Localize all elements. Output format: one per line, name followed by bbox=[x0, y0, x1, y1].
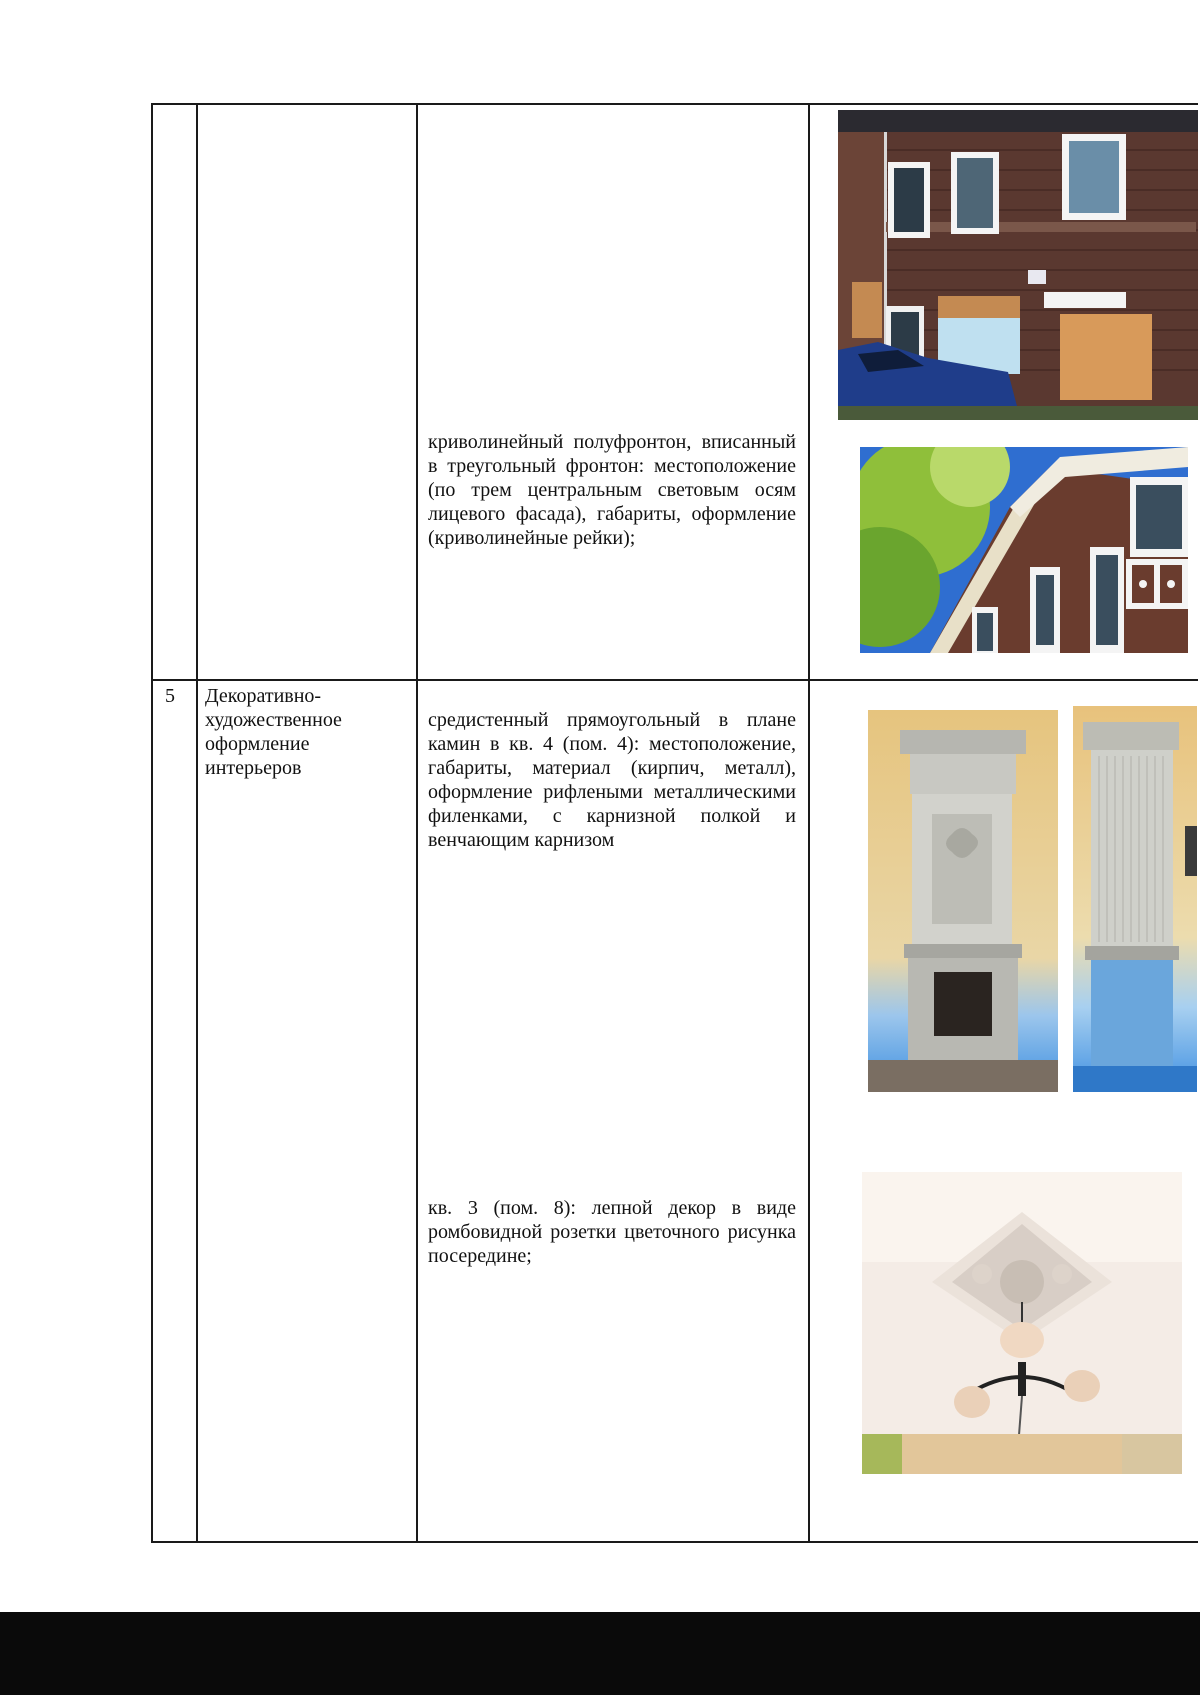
facade-photo bbox=[838, 110, 1198, 420]
gable-image bbox=[860, 447, 1188, 653]
ceiling-rosette-image bbox=[862, 1172, 1182, 1474]
scan-bottom-bar bbox=[0, 1612, 1200, 1695]
table-border-left bbox=[151, 103, 153, 1543]
ceiling-rosette-photo bbox=[862, 1172, 1182, 1474]
row-name: Декоративно-художественное оформление интерьеров bbox=[205, 685, 342, 779]
gable-photo bbox=[860, 447, 1188, 653]
table-border-top bbox=[152, 103, 1198, 105]
fireplace-description: средистенный прямоугольный в плане камин в кв. 4 (пом. 4): местоположение, габариты, материал (кирпич, металл), оформление рифлеными металлическими филенками, с карнизной полкой и венчающим карнизом bbox=[428, 709, 796, 851]
fireplace-photo-1 bbox=[868, 710, 1058, 1092]
fireplace-image-1 bbox=[868, 710, 1058, 1092]
table-col-divider-1 bbox=[196, 103, 198, 1543]
fireplace-image-2 bbox=[1073, 706, 1197, 1092]
row-number: 5 bbox=[165, 685, 175, 707]
fireplace-photo-2 bbox=[1073, 706, 1197, 1092]
ceiling-decor-description: кв. 3 (пом. 8): лепной декор в виде ромбовидной розетки цветочного рисунка посередине; bbox=[428, 1197, 796, 1267]
table-row-divider bbox=[152, 679, 1198, 681]
table-col-divider-2 bbox=[416, 103, 418, 1543]
row1-description: криволинейный полуфронтон, вписанный в треугольный фронтон: местоположение (по трем центральным световым осям лицевого фасада), габариты, оформление (криволинейные рейки); bbox=[428, 431, 796, 549]
table-border-bottom bbox=[152, 1541, 1198, 1543]
table-col-divider-3 bbox=[808, 103, 810, 1543]
facade-image bbox=[838, 110, 1198, 420]
